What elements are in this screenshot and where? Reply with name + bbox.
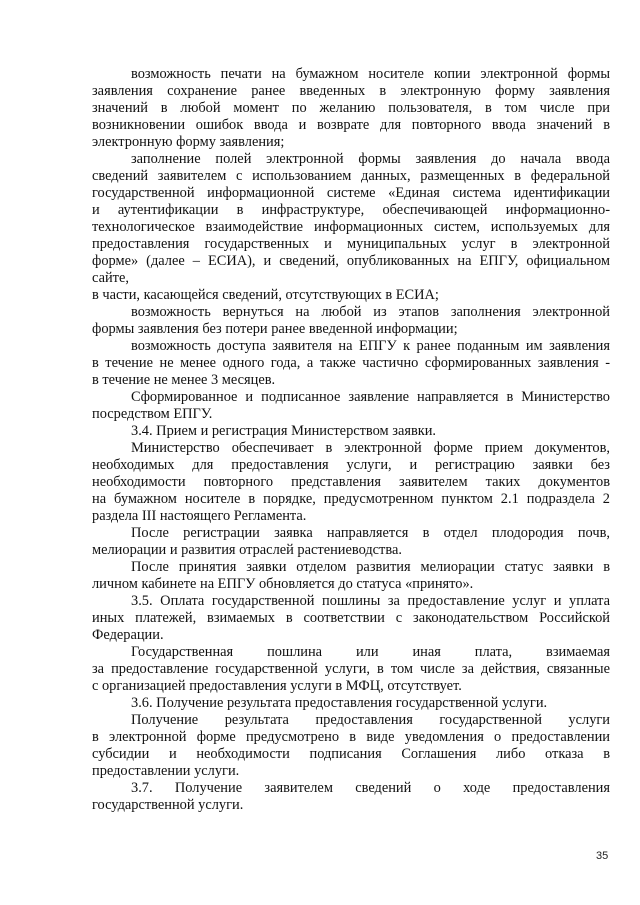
section-heading: 3.7. Получение заявителем сведений о ходе предоставления [131,780,610,796]
text-line: раздела III настоящего Регламента. [92,508,307,524]
text-line: возможность вернуться на любой из этапов заполнения электронной [131,304,610,320]
text-line: государственной услуги. [92,797,244,813]
text-line: После регистрации заявка направляется в отдел плодородия почв, [131,525,610,541]
text-line: возможность доступа заявителя на ЕПГУ к ранее поданным им заявления [131,338,610,354]
text-line: посредством ЕПГУ. [92,406,213,422]
section-heading: 3.6. Получение результата предоставления государственной услуги. [131,695,548,711]
text-line: государственной информационной системе «Единая система идентификации [92,185,610,201]
text-line: возможность печати на бумажном носителе копии электронной формы [131,66,610,82]
text-line: с организацией предоставления услуги в МФЦ, отсутствует. [92,678,462,694]
text-line: иных платежей, взимаемых в соответствии с законодательством Российской [92,610,610,626]
text-line: в электронной форме предусмотрено в виде уведомления о предоставлении [92,729,610,745]
text-line: заявления сохранение ранее введенных в электронную форму заявления [92,83,610,99]
text-line: необходимых для предоставления услуги, и регистрацию заявки без [92,457,610,473]
text-line: форме» (далее – ЕСИА), и сведений, опубликованных на ЕПГУ, официальном [92,253,610,269]
text-line: возникновении ошибок ввода и возврате для повторного ввода значений в [92,117,610,133]
text-line: мелиорации и развития отраслей растениеводства. [92,542,402,558]
text-line: формы заявления без потери ранее введенной информации; [92,321,458,337]
text-line: технологическое взаимодействие информационных систем, используемых для [92,219,610,235]
text-line: в части, касающейся сведений, отсутствующих в ЕСИА; [92,287,439,303]
page-number: 35 [596,850,609,862]
text-line: Федерации. [92,627,164,643]
text-line: значений в любой момент по желанию пользователя, в том числе при [92,100,610,116]
text-line: за предоставление государственной услуги, в том числе за действия, связанные [92,661,610,677]
text-line: заполнение полей электронной формы заявления до начала ввода [131,151,610,167]
text-line: электронную форму заявления; [92,134,285,150]
text-line: Государственная пошлина или иная плата, взимаемая [131,644,610,660]
text-line: сайте, [92,270,129,286]
text-line: личном кабинете на ЕПГУ обновляется до статуса «принято». [92,576,474,592]
text-line: сведений заявителем с использованием данных, размещенных в федеральной [92,168,610,184]
text-line: После принятия заявки отделом развития мелиорации статус заявки в [131,559,610,575]
text-line: Сформированное и подписанное заявление направляется в Министерство [131,389,610,405]
text-line: предоставления государственных и муниципальных услуг в электронной [92,236,610,252]
text-line: в течение не менее 3 месяцев. [92,372,276,388]
text-line: Получение результата предоставления государственной услуги [131,712,610,728]
text-line: необходимости повторного представления заявителем таких документов [92,474,610,490]
text-line: Министерство обеспечивает в электронной форме прием документов, [131,440,610,456]
section-heading: 3.5. Оплата государственной пошлины за предоставление услуг и уплата [131,593,610,609]
section-heading: 3.4. Прием и регистрация Министерством заявки. [131,423,437,439]
text-line: и аутентификации в инфраструктуре, обеспечивающей информационно- [92,202,610,218]
text-line: предоставлении услуги. [92,763,240,779]
text-line: субсидии и необходимости подписания Соглашения либо отказа в [92,746,610,762]
text-line: на бумажном носителе в порядке, предусмотренном пунктом 2.1 подраздела 2 [92,491,610,507]
text-line: в течение не менее одного года, а также частично сформированных заявления - [92,355,610,371]
